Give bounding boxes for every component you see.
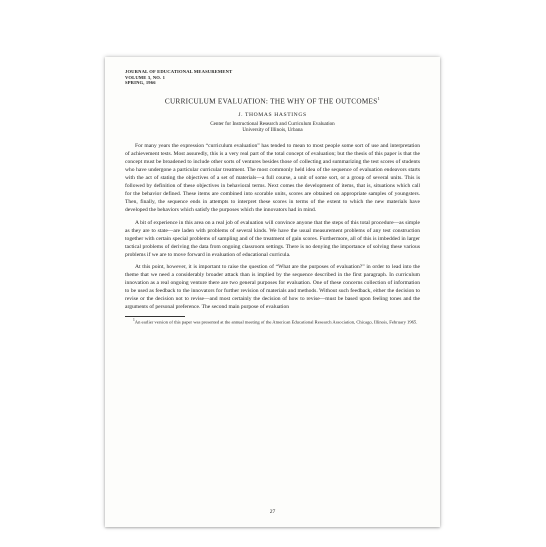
affiliation-university: University of Illinois, Urbana xyxy=(242,127,303,134)
title-footnote-mark: 1 xyxy=(377,95,381,101)
affiliation-center: Center for Instructional Research and Curriculum Evaluation xyxy=(210,121,335,128)
article-title xyxy=(125,96,420,105)
page-number: 27 xyxy=(269,509,276,515)
article-title-text: CURRICULUM EVALUATION: THE WHY OF THE OUTCOMES xyxy=(164,97,378,106)
footnote-mark: 1 xyxy=(133,317,135,322)
journal-header xyxy=(125,69,420,86)
paragraph-3: At this point, however, it is important to raise the question of “What are the purposes of evaluation?” in order to lead into the theme that we need a considerably broader attack than is implied by the sequence described in the first paragraph. In curriculum innovation as a real ongoing venture there are two general purposes for evaluation. One of these concerns collection of information to be used as feedback to the innovators for further revision of materials and methods. Without such feedback, either the decision to revise or the decision not to revise—and most certainly the decision of how to revise—must be based upon feeling tones and the arguments of personal preference. The second main purpose of evaluation xyxy=(125,264,420,311)
paragraph-2: A bit of experience in this area on a real job of evaluation will convince anyone that the steps of this total procedure—as simple as they are to state—are laden with problems of several kinds. We have the usual measurement problems of any test construction together with certain special problems of sampling and of the treatment of gain scores. Furthermore, all of this is imbedded in larger tactical problems of deriving the data from ongoing classroom settings. There is no denying the importance of solving these various problems if we are to move forward in evaluation of educational curricula. xyxy=(125,220,420,259)
journal-name: JOURNAL OF EDUCATIONAL MEASUREMENT xyxy=(125,69,233,74)
paragraph-1: For many years the expression “curriculum evaluation” has tended to mean to most people some sort of use and interpretation of achievement tests. Most assuredly, this is a very real part of the total concept of evaluation; but the thesis of this paper is that the concept must be broadened to include other sorts of ventures besides those of collecting and summarizing the test scores of students who have undergone a particular curricular treatment. The most commonly held idea of the sequence of evaluation endeavors starts with the act of stating the objectives of a set of materials—a full course, a unit of some sort, or a group of several units. This is followed by definition of these objectives in behavioral terms. Next comes the development of items, that is, situations which call for the behavior defined. These items are combined into scorable units, scores are obtained on appropriate samples of youngsters. Then, finally, the sequence ends in attempts to interpret these scores in terms of the extent to which the new materials have developed the behaviors which satisfy the purposes which the innovators had in mind. xyxy=(125,142,420,213)
footnote-text: An earlier version of this paper was presented at the annual meeting of the American Educational Research Association, Chicago, Illinois, February 1965. xyxy=(134,319,418,325)
footnote-divider xyxy=(125,316,185,317)
document-page xyxy=(105,57,440,527)
article-body xyxy=(125,142,420,312)
journal-volume: VOLUME 3, NO. 1 xyxy=(125,74,166,80)
journal-issue: SPRING, 1966 xyxy=(125,80,156,86)
footnote xyxy=(125,318,420,325)
article-author: J. THOMAS HASTINGS xyxy=(238,112,307,119)
author-affiliation xyxy=(125,121,420,133)
